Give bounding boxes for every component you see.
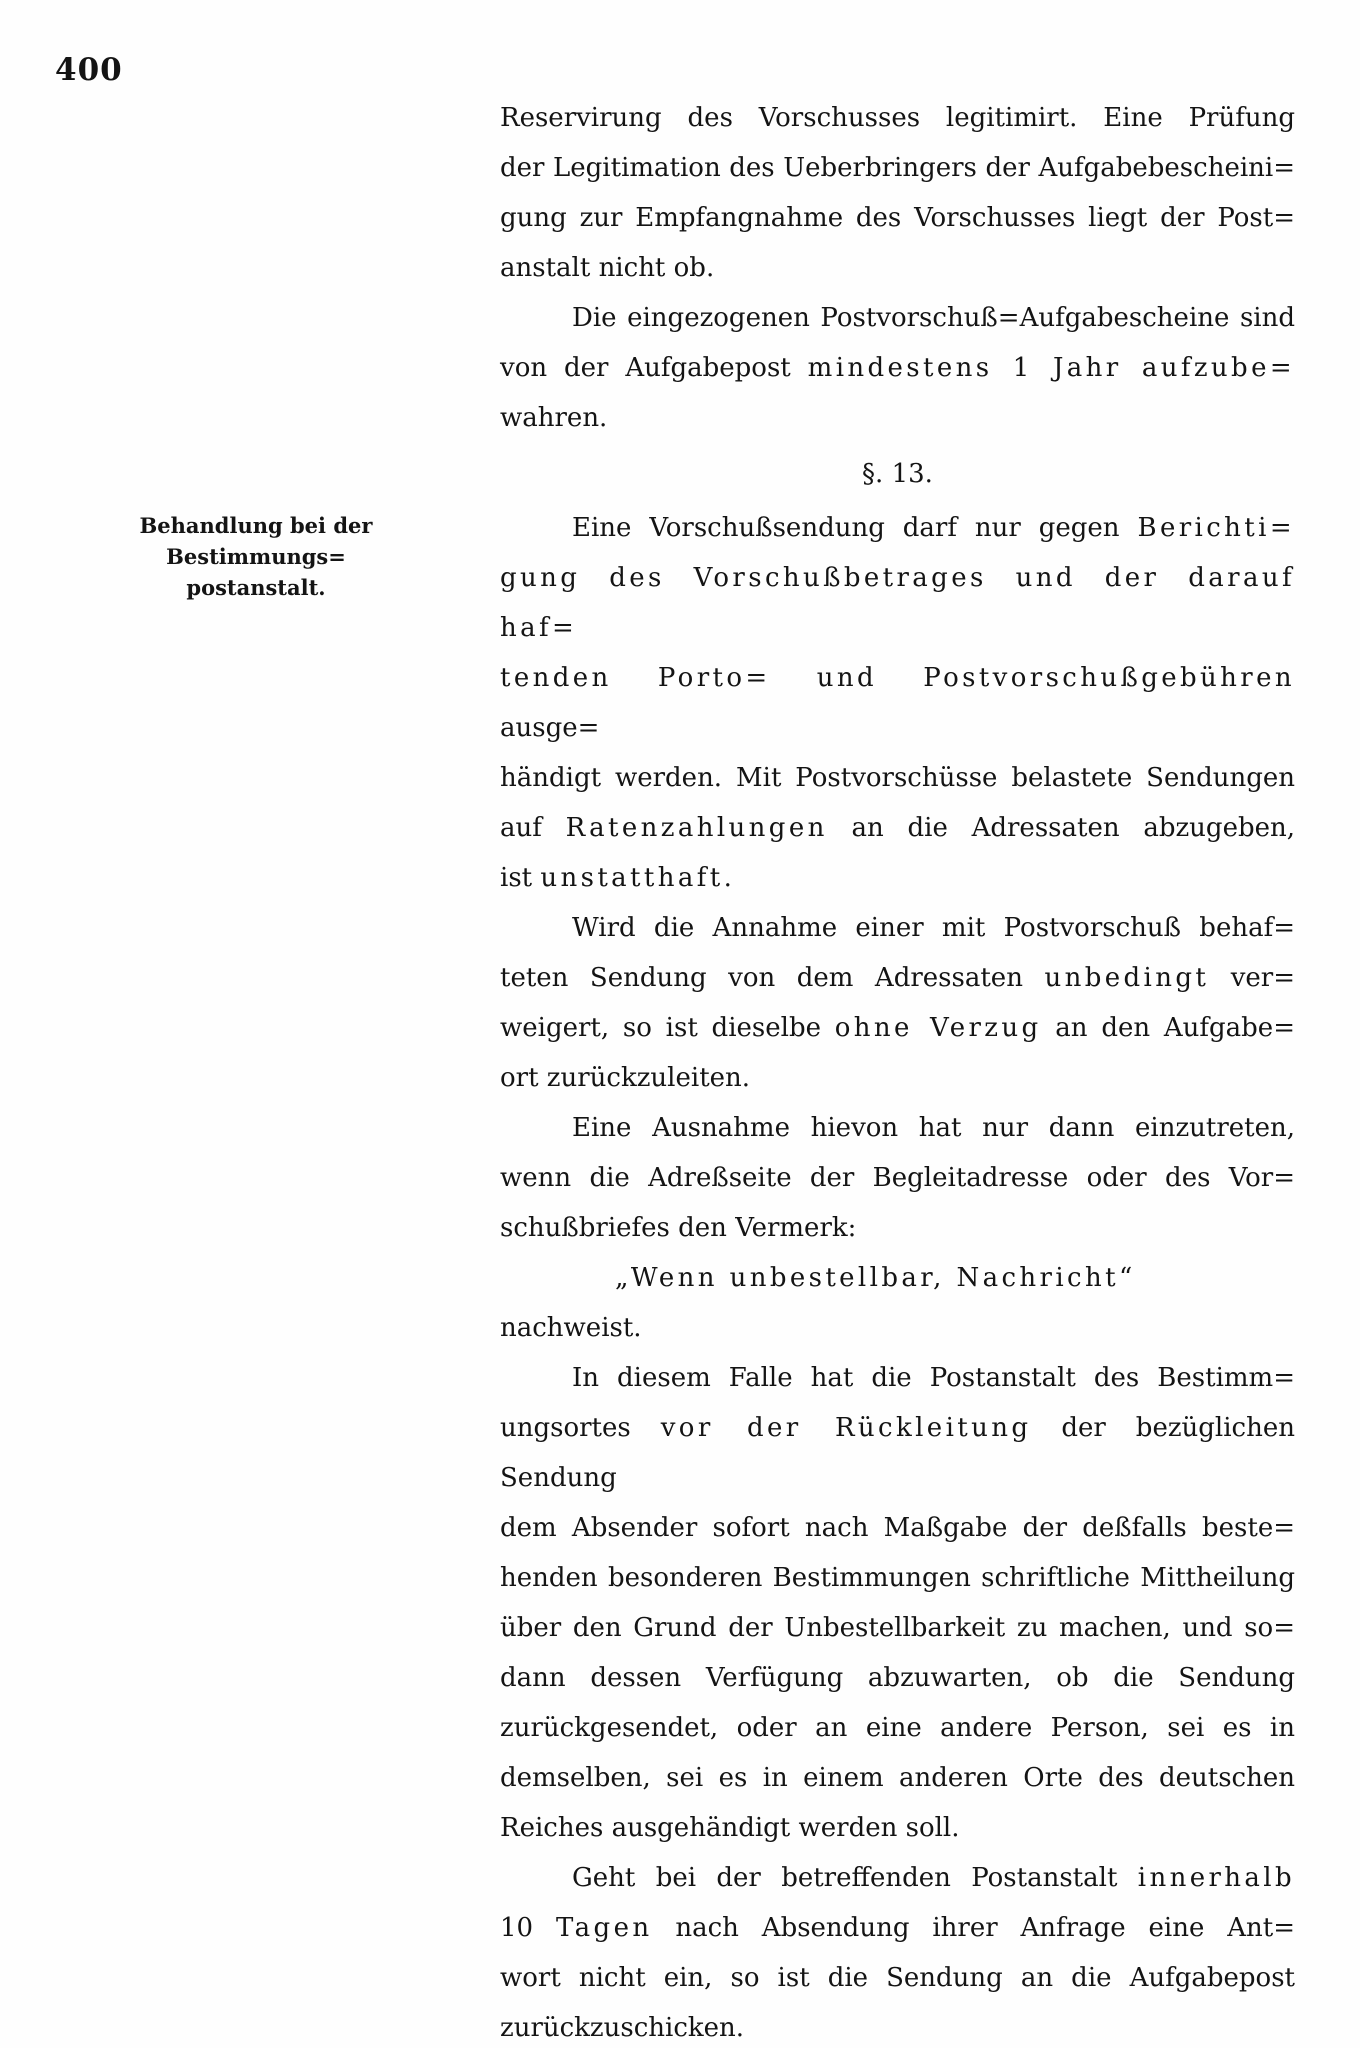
emphasized-text: unstatthaft <box>540 863 724 893</box>
text-line <box>500 1853 1295 1903</box>
text-segment: an die Adressaten abzugeben, <box>827 813 1295 843</box>
text-segment: Eine Ausnahme hievon hat nur dann einzutreten, <box>572 1113 1295 1143</box>
text-line <box>500 853 1295 903</box>
text-line <box>500 653 1295 753</box>
text-line <box>500 2003 1295 2048</box>
emphasized-text: Tagen <box>555 1913 653 1943</box>
emphasized-text: gung des Vorschußbetrages und der darauf haf= <box>500 563 1295 643</box>
text-segment: Eine Vorschußsendung darf nur gegen <box>572 513 1138 543</box>
text-line <box>500 953 1295 1003</box>
text-line <box>500 503 1295 553</box>
text-line <box>500 243 1295 293</box>
text-line <box>500 1753 1295 1803</box>
text-segment: henden besonderen Bestimmungen schriftliche Mittheilung <box>500 1563 1295 1593</box>
text-line <box>500 1653 1295 1703</box>
text-segment: teten Sendung von dem Adressaten <box>500 963 1045 993</box>
text-segment: wenn die Adreßseite der Begleitadresse oder des Vor= <box>500 1163 1295 1193</box>
text-segment: von der Aufgabepost <box>500 353 808 383</box>
section-heading <box>500 449 1295 499</box>
text-segment: über den Grund der Unbestellbarkeit zu machen, und so= <box>500 1613 1295 1643</box>
page-number: 400 <box>55 52 123 88</box>
text-column <box>500 93 1295 2048</box>
text-line <box>500 1553 1295 1603</box>
text-line <box>500 1103 1295 1153</box>
text-segment: ver= <box>1209 963 1295 993</box>
emphasized-text: tenden Porto= und Postvorschußgebühren <box>500 663 1295 693</box>
text-line <box>500 1353 1295 1403</box>
emphasized-text: vor der Rückleitung <box>660 1413 1032 1443</box>
text-segment: an den Aufgabe= <box>1041 1013 1295 1043</box>
text-segment: der Legitimation des Ueberbringers der Aufgabebescheini= <box>500 153 1295 183</box>
text-segment: anstalt nicht ob. <box>500 253 715 283</box>
text-segment: In diesem Falle hat die Postanstalt des Bestimm= <box>572 1363 1295 1393</box>
text-segment: dann dessen Verfügung abzuwarten, ob die Sendung <box>500 1663 1295 1693</box>
text-line <box>500 1603 1295 1653</box>
text-segment: schußbriefes den Vermerk: <box>500 1213 857 1243</box>
text-line <box>500 803 1295 853</box>
text-segment: ausge= <box>500 713 600 743</box>
text-line <box>500 393 1295 443</box>
emphasized-text: Ratenzahlungen <box>565 813 828 843</box>
text-line <box>500 1703 1295 1753</box>
text-line <box>500 93 1295 143</box>
text-segment: ort zurückzuleiten. <box>500 1063 751 1093</box>
text-segment: 10 <box>500 1913 556 1943</box>
text-line <box>500 753 1295 803</box>
text-segment: händigt werden. Mit Postvorschüsse belastete Sendungen <box>500 763 1295 793</box>
text-line <box>500 343 1295 393</box>
text-segment: ungsortes <box>500 1413 661 1443</box>
emphasized-text: unbedingt <box>1044 963 1210 993</box>
text-line <box>500 193 1295 243</box>
text-line <box>500 553 1295 653</box>
text-segment: auf <box>500 813 566 843</box>
text-segment: der bezüglichen Sendung <box>500 1413 1295 1493</box>
text-line <box>500 903 1295 953</box>
text-segment: Die eingezogenen Postvorschuß=Aufgabescheine sind <box>572 303 1295 333</box>
text-line <box>500 1953 1295 2003</box>
text-line <box>500 1203 1295 1253</box>
emphasized-text: ohne Verzug <box>834 1013 1042 1043</box>
emphasized-text: innerhalb <box>1137 1863 1295 1893</box>
margin-note <box>56 510 456 603</box>
text-segment: nachweist. <box>500 1313 642 1343</box>
emphasized-text: „Wenn unbestellbar, Nachricht“ <box>615 1263 1136 1293</box>
text-segment: Wird die Annahme einer mit Postvorschuß behaf= <box>572 913 1295 943</box>
text-segment: Reservirung des Vorschusses legitimirt. Eine Prüfung <box>500 103 1295 133</box>
text-segment: gung zur Empfangnahme des Vorschusses liegt der Post= <box>500 203 1295 233</box>
text-line <box>500 1903 1295 1953</box>
text-segment: wort nicht ein, so ist die Sendung an die Aufgabepost <box>500 1963 1295 1993</box>
text-line <box>500 143 1295 193</box>
emphasized-text: Berichti= <box>1137 513 1295 543</box>
margin-note-line-2: postanstalt. <box>186 575 326 600</box>
quotation-line <box>500 1253 1295 1303</box>
text-segment: dem Absender sofort nach Maßgabe der deßfalls beste= <box>500 1513 1295 1543</box>
text-line <box>500 1303 1295 1353</box>
text-segment: §. 13. <box>862 459 933 489</box>
text-segment: demselben, sei es in einem anderen Orte des deutschen <box>500 1763 1295 1793</box>
text-segment: . <box>723 863 732 893</box>
text-line <box>500 1053 1295 1103</box>
text-line <box>500 1153 1295 1203</box>
emphasized-text: mindestens 1 Jahr aufzube= <box>807 353 1296 383</box>
text-segment: wahren. <box>500 403 608 433</box>
margin-note-line-1: Behandlung bei der Bestimmungs= <box>139 513 373 569</box>
text-segment: ist <box>500 863 541 893</box>
text-segment: Reiches ausgehändigt werden soll. <box>500 1813 960 1843</box>
text-segment: nach Absendung ihrer Anfrage eine Ant= <box>652 1913 1295 1943</box>
text-line <box>500 293 1295 343</box>
text-segment: zurückzuschicken. <box>500 2013 745 2043</box>
text-line <box>500 1403 1295 1503</box>
text-segment: zurückgesendet, oder an eine andere Person, sei es in <box>500 1713 1295 1743</box>
text-segment: Geht bei der betreffenden Postanstalt <box>572 1863 1138 1893</box>
text-line <box>500 1503 1295 1553</box>
text-line <box>500 1003 1295 1053</box>
text-segment: weigert, so ist dieselbe <box>500 1013 835 1043</box>
text-line <box>500 1803 1295 1853</box>
